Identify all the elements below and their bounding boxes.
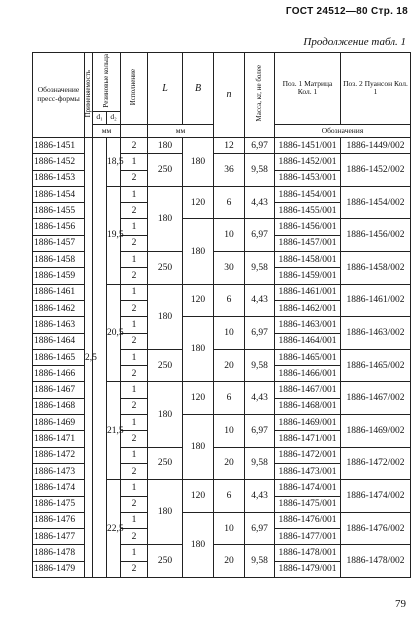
designation-cell: 1886-1467 (33, 382, 85, 398)
punch-cell: 1886-1469/002 (341, 415, 411, 448)
designation-cell: 1886-1466 (33, 366, 85, 382)
mass-cell: 6,97 (245, 512, 275, 545)
designation-cell: 1886-1475 (33, 496, 85, 512)
matrix-cell: 1886-1465/001 (275, 349, 341, 365)
version-cell: 2 (121, 333, 148, 349)
punch-cell: 1886-1476/002 (341, 512, 411, 545)
col-mm2: мм (148, 124, 214, 137)
designation-cell: 1886-1474 (33, 480, 85, 496)
version-cell: 2 (121, 496, 148, 512)
mass-cell: 6,97 (245, 219, 275, 252)
matrix-cell: 1886-1462/001 (275, 300, 341, 316)
version-cell: 1 (121, 349, 148, 365)
col-d2: d₂ (107, 111, 121, 124)
matrix-cell: 1886-1453/001 (275, 170, 341, 186)
ring-d2-cell: 18,5 (107, 138, 121, 187)
length-cell: 250 (148, 252, 183, 285)
version-cell: 2 (121, 561, 148, 577)
length-cell: 180 (148, 138, 183, 154)
matrix-cell: 1886-1463/001 (275, 317, 341, 333)
version-cell: 2 (121, 235, 148, 251)
n-cell: 10 (214, 219, 245, 252)
punch-cell: 1886-1467/002 (341, 382, 411, 415)
col-designation: Обозначение пресс-формы (33, 53, 85, 138)
width-cell: 120 (183, 480, 214, 513)
designation-cell: 1886-1472 (33, 447, 85, 463)
designation-cell: 1886-1453 (33, 170, 85, 186)
designation-cell: 1886-1459 (33, 268, 85, 284)
applicability-cell: 2,5 (85, 138, 93, 578)
version-cell: 1 (121, 512, 148, 528)
version-cell: 1 (121, 545, 148, 561)
version-cell: 1 (121, 415, 148, 431)
page-label: Стр. 18 (370, 6, 408, 17)
mass-cell: 9,58 (245, 545, 275, 578)
designation-cell: 1886-1479 (33, 561, 85, 577)
designation-cell: 1886-1469 (33, 415, 85, 431)
matrix-cell: 1886-1473/001 (275, 463, 341, 479)
version-cell: 1 (121, 284, 148, 300)
matrix-cell: 1886-1478/001 (275, 545, 341, 561)
col-B: B (183, 53, 214, 125)
mass-cell: 4,43 (245, 382, 275, 415)
punch-cell: 1886-1472/002 (341, 447, 411, 480)
width-cell: 120 (183, 284, 214, 317)
mass-cell: 4,43 (245, 186, 275, 219)
col-L: L (148, 53, 183, 125)
mass-cell: 4,43 (245, 284, 275, 317)
punch-cell: 1886-1465/002 (341, 349, 411, 382)
matrix-cell: 1886-1469/001 (275, 415, 341, 431)
version-cell: 1 (121, 447, 148, 463)
n-cell: 10 (214, 415, 245, 448)
width-cell: 180 (183, 138, 214, 187)
col-version-blank (121, 124, 148, 137)
col-d1: d₁ (93, 111, 107, 124)
width-cell: 120 (183, 186, 214, 219)
matrix-cell: 1886-1468/001 (275, 398, 341, 414)
designation-cell: 1886-1471 (33, 431, 85, 447)
matrix-cell: 1886-1451/001 (275, 138, 341, 154)
n-cell: 20 (214, 349, 245, 382)
width-cell: 120 (183, 382, 214, 415)
matrix-cell: 1886-1461/001 (275, 284, 341, 300)
version-cell: 2 (121, 431, 148, 447)
punch-cell: 1886-1463/002 (341, 317, 411, 350)
matrix-cell: 1886-1471/001 (275, 431, 341, 447)
matrix-cell: 1886-1467/001 (275, 382, 341, 398)
n-cell: 6 (214, 284, 245, 317)
col-version-label: Исполнение (129, 68, 138, 106)
table-continuation-title: Продолжение табл. 1 (303, 36, 406, 48)
version-cell: 2 (121, 463, 148, 479)
version-cell: 2 (121, 170, 148, 186)
col-matrix: Поз. 1 Матрица Кол. 1 (275, 53, 341, 125)
n-cell: 6 (214, 382, 245, 415)
table-body (33, 138, 411, 578)
matrix-cell: 1886-1464/001 (275, 333, 341, 349)
col-version (121, 53, 148, 125)
n-cell: 20 (214, 447, 245, 480)
matrix-cell: 1886-1459/001 (275, 268, 341, 284)
designation-cell: 1886-1458 (33, 252, 85, 268)
designation-cell: 1886-1478 (33, 545, 85, 561)
length-cell: 180 (148, 186, 183, 251)
width-cell: 180 (183, 512, 214, 577)
designation-cell: 1886-1464 (33, 333, 85, 349)
length-cell: 250 (148, 349, 183, 382)
version-cell: 1 (121, 219, 148, 235)
version-cell: 2 (121, 366, 148, 382)
length-cell: 180 (148, 284, 183, 349)
punch-cell: 1886-1478/002 (341, 545, 411, 578)
n-cell: 10 (214, 317, 245, 350)
width-cell: 180 (183, 219, 214, 284)
col-mass (245, 53, 275, 138)
col-ring-label: Резиновые кольца (101, 53, 110, 108)
ring-d2-cell: 19,5 (107, 186, 121, 284)
designation-cell: 1886-1463 (33, 317, 85, 333)
version-cell: 1 (121, 382, 148, 398)
col-ring (93, 53, 121, 112)
designation-cell: 1886-1462 (33, 300, 85, 316)
ring-d2-cell: 22,5 (107, 480, 121, 578)
n-cell: 6 (214, 186, 245, 219)
width-cell: 180 (183, 317, 214, 382)
matrix-cell: 1886-1455/001 (275, 203, 341, 219)
designation-cell: 1886-1473 (33, 463, 85, 479)
matrix-cell: 1886-1477/001 (275, 529, 341, 545)
matrix-cell: 1886-1454/001 (275, 186, 341, 202)
matrix-cell: 1886-1458/001 (275, 252, 341, 268)
designation-cell: 1886-1451 (33, 138, 85, 154)
matrix-cell: 1886-1466/001 (275, 366, 341, 382)
mass-cell: 4,43 (245, 480, 275, 513)
n-cell: 30 (214, 252, 245, 285)
length-cell: 180 (148, 480, 183, 545)
table-header (33, 53, 411, 138)
version-cell: 1 (121, 252, 148, 268)
mass-cell: 9,58 (245, 349, 275, 382)
width-cell: 180 (183, 415, 214, 480)
n-cell: 6 (214, 480, 245, 513)
matrix-cell: 1886-1452/001 (275, 154, 341, 170)
mass-cell: 6,97 (245, 415, 275, 448)
matrix-cell: 1886-1476/001 (275, 512, 341, 528)
ring-d2-cell: 20,5 (107, 284, 121, 382)
version-cell: 2 (121, 203, 148, 219)
version-cell: 2 (121, 529, 148, 545)
version-cell: 1 (121, 186, 148, 202)
col-mm1: мм (93, 124, 121, 137)
matrix-cell: 1886-1474/001 (275, 480, 341, 496)
standard-code: ГОСТ 24512—80 (285, 6, 368, 17)
matrix-cell: 1886-1456/001 (275, 219, 341, 235)
ring-d2-cell: 21,5 (107, 382, 121, 480)
punch-cell: 1886-1456/002 (341, 219, 411, 252)
punch-cell: 1886-1474/002 (341, 480, 411, 513)
mass-cell: 9,58 (245, 447, 275, 480)
mass-cell: 6,97 (245, 317, 275, 350)
length-cell: 180 (148, 382, 183, 447)
mass-cell: 9,58 (245, 252, 275, 285)
designation-cell: 1886-1457 (33, 235, 85, 251)
length-cell: 250 (148, 154, 183, 187)
punch-cell: 1886-1452/002 (341, 154, 411, 187)
col-n: n (214, 53, 245, 138)
n-cell: 12 (214, 138, 245, 154)
punch-cell: 1886-1454/002 (341, 186, 411, 219)
designation-cell: 1886-1452 (33, 154, 85, 170)
col-applicability-label: Применяемость (84, 70, 92, 118)
col-punch: Поз. 2 Пуансон Кол. 1 (341, 53, 411, 125)
version-cell: 1 (121, 480, 148, 496)
punch-cell: 1886-1458/002 (341, 252, 411, 285)
dimensions-table (32, 52, 411, 578)
length-cell: 250 (148, 447, 183, 480)
n-cell: 20 (214, 545, 245, 578)
matrix-cell: 1886-1457/001 (275, 235, 341, 251)
version-cell: 2 (121, 300, 148, 316)
n-cell: 36 (214, 154, 245, 187)
punch-cell: 1886-1461/002 (341, 284, 411, 317)
matrix-cell: 1886-1479/001 (275, 561, 341, 577)
col-mass-label: Масса, кг, не более (254, 65, 263, 122)
matrix-cell: 1886-1472/001 (275, 447, 341, 463)
version-cell: 2 (121, 138, 148, 154)
page-header (286, 6, 408, 17)
page-number: 79 (395, 598, 406, 610)
length-cell: 250 (148, 545, 183, 578)
matrix-cell: 1886-1475/001 (275, 496, 341, 512)
designation-cell: 1886-1456 (33, 219, 85, 235)
mass-cell: 9,58 (245, 154, 275, 187)
col-applicability (85, 53, 93, 138)
designation-cell: 1886-1454 (33, 186, 85, 202)
table-row (33, 138, 411, 154)
version-cell: 2 (121, 268, 148, 284)
n-cell: 10 (214, 512, 245, 545)
version-cell: 2 (121, 398, 148, 414)
designation-cell: 1886-1477 (33, 529, 85, 545)
col-designations: Обозначения (275, 124, 411, 137)
designation-cell: 1886-1468 (33, 398, 85, 414)
designation-cell: 1886-1476 (33, 512, 85, 528)
version-cell: 1 (121, 317, 148, 333)
designation-cell: 1886-1461 (33, 284, 85, 300)
designation-cell: 1886-1465 (33, 349, 85, 365)
version-cell: 1 (121, 154, 148, 170)
punch-cell: 1886-1449/002 (341, 138, 411, 154)
mass-cell: 6,97 (245, 138, 275, 154)
designation-cell: 1886-1455 (33, 203, 85, 219)
